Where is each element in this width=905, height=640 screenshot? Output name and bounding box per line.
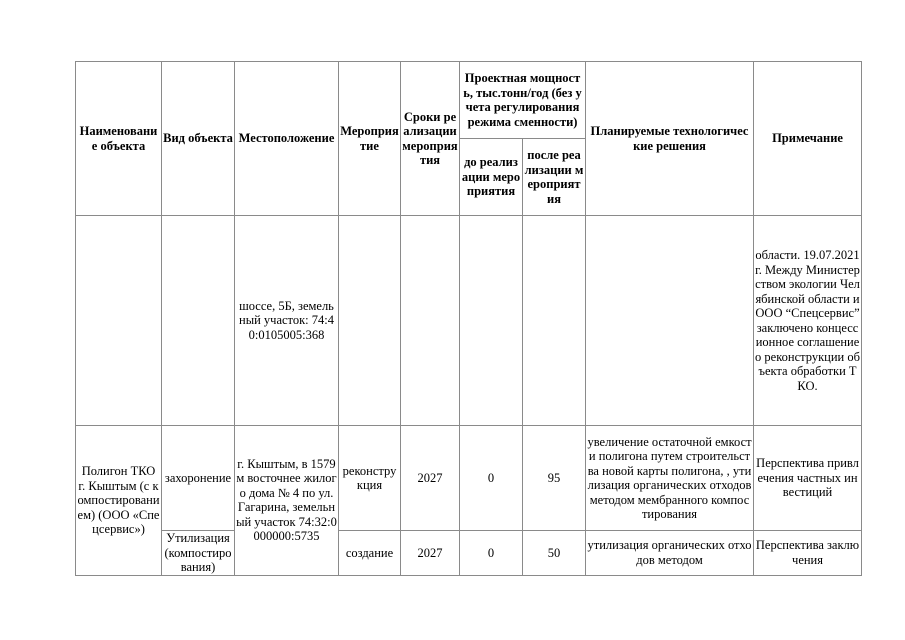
cell-after: 50	[523, 531, 586, 576]
cell-note: Перспектива заключения	[754, 531, 862, 576]
header-note: Примечание	[754, 62, 862, 216]
cell-type: Утилизация (компостирования)	[162, 531, 235, 576]
cell-location: г. Кыштым, в 1579 м восточнее жилого дома № 4 по ул. Гагарина, земельный участок 74:32:0000000:5735	[235, 426, 339, 576]
cell-term	[401, 216, 460, 426]
table-row	[76, 426, 862, 531]
cell-after	[523, 216, 586, 426]
cell-measure: реконструкция	[339, 426, 401, 531]
table-row	[76, 531, 862, 576]
cell-note: Перспектива привлечения частных инвестиций	[754, 426, 862, 531]
cell-type: захоронение	[162, 426, 235, 531]
cell-before: 0	[460, 531, 523, 576]
cell-type	[162, 216, 235, 426]
cell-before: 0	[460, 426, 523, 531]
cell-name: Полигон ТКО г. Кыштым (с компостированием) (ООО «Спецсервис»)	[76, 426, 162, 576]
cell-solutions: увеличение остаточной емкости полигона путем строительства новой карты полигона, , утилизация органических отходов методом мембранного компостирования	[586, 426, 754, 531]
cell-before	[460, 216, 523, 426]
cell-measure: создание	[339, 531, 401, 576]
cell-note: области. 19.07.2021 г. Между Министерством экологии Челябинской области и ООО “Спецсервис” заключено концессионное соглашение о реконструкции объекта обработки ТКО.	[754, 216, 862, 426]
cell-solutions: утилизация органических отходов методом	[586, 531, 754, 576]
cell-after: 95	[523, 426, 586, 531]
cell-location: шоссе, 5Б, земельный участок: 74:40:0105005:368	[235, 216, 339, 426]
cell-term: 2027	[401, 531, 460, 576]
header-name: Наименование объекта	[76, 62, 162, 216]
cell-term: 2027	[401, 426, 460, 531]
header-term: Сроки реализации мероприятия	[401, 62, 460, 216]
cell-name	[76, 216, 162, 426]
table-row	[76, 216, 862, 426]
header-location: Местоположение	[235, 62, 339, 216]
cell-measure	[339, 216, 401, 426]
header-after: после реализации мероприятия	[523, 139, 586, 216]
header-before: до реализации мероприятия	[460, 139, 523, 216]
header-solutions: Планируемые технологические решения	[586, 62, 754, 216]
header-measure: Мероприятие	[339, 62, 401, 216]
header-capacity: Проектная мощность, тыс.тонн/год (без учета регулирования режима сменности)	[460, 62, 586, 139]
header-row	[76, 62, 862, 139]
cell-solutions	[586, 216, 754, 426]
objects-table	[75, 61, 862, 576]
header-type: Вид объекта	[162, 62, 235, 216]
